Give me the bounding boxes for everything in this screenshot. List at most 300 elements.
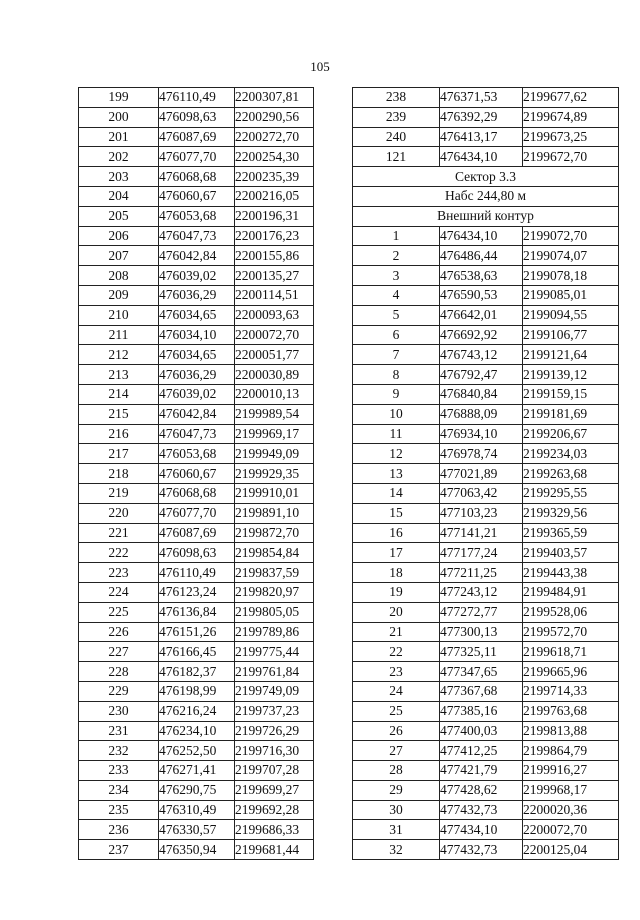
x-coordinate: 476642,01	[440, 305, 523, 325]
point-number: 200	[79, 107, 159, 127]
point-number: 30	[353, 800, 440, 820]
point-number: 8	[353, 365, 440, 385]
x-coordinate: 476110,49	[159, 88, 235, 108]
sector-title: Сектор 3.3	[353, 167, 619, 187]
x-coordinate: 476792,47	[440, 365, 523, 385]
x-coordinate: 476350,94	[159, 840, 235, 860]
x-coordinate: 477412,25	[440, 741, 523, 761]
table-row	[79, 721, 314, 741]
y-coordinate: 2199681,44	[235, 840, 314, 860]
table-row	[79, 464, 314, 484]
point-number: 225	[79, 602, 159, 622]
y-coordinate: 2200072,70	[235, 325, 314, 345]
y-coordinate: 2199295,55	[523, 483, 619, 503]
x-coordinate: 476290,75	[159, 780, 235, 800]
table-row	[79, 365, 314, 385]
point-number: 19	[353, 582, 440, 602]
table-row	[79, 186, 314, 206]
y-coordinate: 2199891,10	[235, 503, 314, 523]
y-coordinate: 2199159,15	[523, 384, 619, 404]
left-table-body	[79, 88, 314, 860]
table-row	[353, 147, 619, 167]
table-row	[353, 761, 619, 781]
table-row	[79, 563, 314, 583]
x-coordinate: 477432,73	[440, 840, 523, 860]
point-number: 239	[353, 107, 440, 127]
table-row	[79, 444, 314, 464]
y-coordinate: 2199365,59	[523, 523, 619, 543]
table-row	[353, 602, 619, 622]
table-row	[353, 701, 619, 721]
x-coordinate: 477063,42	[440, 483, 523, 503]
table-row	[79, 246, 314, 266]
table-row	[79, 384, 314, 404]
x-coordinate: 476888,09	[440, 404, 523, 424]
point-number: 4	[353, 285, 440, 305]
point-number: 236	[79, 820, 159, 840]
point-number: 121	[353, 147, 440, 167]
point-number: 1	[353, 226, 440, 246]
table-row	[79, 820, 314, 840]
point-number: 240	[353, 127, 440, 147]
x-coordinate: 476434,10	[440, 147, 523, 167]
contour-label: Внешний контур	[353, 206, 619, 226]
table-row	[79, 642, 314, 662]
y-coordinate: 2199139,12	[523, 365, 619, 385]
table-row	[353, 642, 619, 662]
table-row	[79, 424, 314, 444]
coordinates-table-left	[78, 87, 314, 860]
table-row	[79, 226, 314, 246]
x-coordinate: 476182,37	[159, 662, 235, 682]
y-coordinate: 2200030,89	[235, 365, 314, 385]
y-coordinate: 2199805,05	[235, 602, 314, 622]
point-number: 231	[79, 721, 159, 741]
point-number: 219	[79, 483, 159, 503]
x-coordinate: 476077,70	[159, 147, 235, 167]
y-coordinate: 2200135,27	[235, 266, 314, 286]
point-number: 7	[353, 345, 440, 365]
table-row	[79, 167, 314, 187]
x-coordinate: 476252,50	[159, 741, 235, 761]
y-coordinate: 2199263,68	[523, 464, 619, 484]
x-coordinate: 476034,65	[159, 305, 235, 325]
table-row	[79, 662, 314, 682]
point-number: 221	[79, 523, 159, 543]
y-coordinate: 2199864,79	[523, 741, 619, 761]
x-coordinate: 476123,24	[159, 582, 235, 602]
y-coordinate: 2199820,97	[235, 582, 314, 602]
point-number: 12	[353, 444, 440, 464]
x-coordinate: 476034,10	[159, 325, 235, 345]
point-number: 209	[79, 285, 159, 305]
table-row	[353, 780, 619, 800]
right-table-body	[353, 88, 619, 860]
y-coordinate: 2199854,84	[235, 543, 314, 563]
x-coordinate: 476110,49	[159, 563, 235, 583]
point-number: 205	[79, 206, 159, 226]
x-coordinate: 476053,68	[159, 206, 235, 226]
y-coordinate: 2200216,05	[235, 186, 314, 206]
point-number: 224	[79, 582, 159, 602]
x-coordinate: 476047,73	[159, 226, 235, 246]
table-row	[79, 701, 314, 721]
point-number: 211	[79, 325, 159, 345]
table-row	[79, 780, 314, 800]
point-number: 223	[79, 563, 159, 583]
table-row	[79, 582, 314, 602]
x-coordinate: 477177,24	[440, 543, 523, 563]
point-number: 215	[79, 404, 159, 424]
point-number: 214	[79, 384, 159, 404]
table-row	[79, 761, 314, 781]
table-row	[353, 563, 619, 583]
x-coordinate: 477021,89	[440, 464, 523, 484]
x-coordinate: 476330,57	[159, 820, 235, 840]
table-row	[353, 523, 619, 543]
x-coordinate: 476039,02	[159, 384, 235, 404]
abs-height: Набс 244,80 м	[353, 186, 619, 206]
y-coordinate: 2199737,23	[235, 701, 314, 721]
x-coordinate: 476087,69	[159, 523, 235, 543]
y-coordinate: 2199618,71	[523, 642, 619, 662]
point-number: 222	[79, 543, 159, 563]
page-number: 105	[310, 59, 330, 74]
x-coordinate: 476151,26	[159, 622, 235, 642]
table-row	[353, 365, 619, 385]
table-row	[79, 543, 314, 563]
y-coordinate: 2199665,96	[523, 662, 619, 682]
table-row	[353, 325, 619, 345]
x-coordinate: 476036,29	[159, 285, 235, 305]
y-coordinate: 2199969,17	[235, 424, 314, 444]
point-number: 27	[353, 741, 440, 761]
table-row	[353, 464, 619, 484]
x-coordinate: 476590,53	[440, 285, 523, 305]
point-number: 210	[79, 305, 159, 325]
y-coordinate: 2200010,13	[235, 384, 314, 404]
table-row	[79, 107, 314, 127]
y-coordinate: 2199910,01	[235, 483, 314, 503]
x-coordinate: 477347,65	[440, 662, 523, 682]
point-number: 2	[353, 246, 440, 266]
y-coordinate: 2199528,06	[523, 602, 619, 622]
x-coordinate: 477103,23	[440, 503, 523, 523]
x-coordinate: 476042,84	[159, 246, 235, 266]
table-row	[353, 305, 619, 325]
table-row	[353, 285, 619, 305]
table-row	[353, 444, 619, 464]
x-coordinate: 476068,68	[159, 483, 235, 503]
table-row	[79, 325, 314, 345]
point-number: 206	[79, 226, 159, 246]
x-coordinate: 476371,53	[440, 88, 523, 108]
y-coordinate: 2200307,81	[235, 88, 314, 108]
table-row	[79, 503, 314, 523]
x-coordinate: 477367,68	[440, 681, 523, 701]
table-row	[79, 404, 314, 424]
y-coordinate: 2199672,70	[523, 147, 619, 167]
y-coordinate: 2199106,77	[523, 325, 619, 345]
x-coordinate: 477432,73	[440, 800, 523, 820]
table-row	[353, 840, 619, 860]
x-coordinate: 476743,12	[440, 345, 523, 365]
point-number: 15	[353, 503, 440, 523]
table-row	[79, 345, 314, 365]
y-coordinate: 2199714,33	[523, 681, 619, 701]
y-coordinate: 2199572,70	[523, 622, 619, 642]
point-number: 17	[353, 543, 440, 563]
x-coordinate: 477141,21	[440, 523, 523, 543]
point-number: 18	[353, 563, 440, 583]
x-coordinate: 476060,67	[159, 186, 235, 206]
point-number: 217	[79, 444, 159, 464]
table-row	[353, 820, 619, 840]
y-coordinate: 2199726,29	[235, 721, 314, 741]
table-row	[353, 384, 619, 404]
y-coordinate: 2200176,23	[235, 226, 314, 246]
point-number: 230	[79, 701, 159, 721]
x-coordinate: 477243,12	[440, 582, 523, 602]
table-row	[353, 582, 619, 602]
y-coordinate: 2199329,56	[523, 503, 619, 523]
table-row	[79, 622, 314, 642]
point-number: 208	[79, 266, 159, 286]
table-row	[79, 305, 314, 325]
table-row	[79, 602, 314, 622]
point-number: 220	[79, 503, 159, 523]
table-row	[79, 681, 314, 701]
point-number: 9	[353, 384, 440, 404]
table-row	[353, 404, 619, 424]
table-row	[353, 681, 619, 701]
table-row	[79, 483, 314, 503]
x-coordinate: 476034,65	[159, 345, 235, 365]
table-row	[353, 127, 619, 147]
point-number: 226	[79, 622, 159, 642]
x-coordinate: 476039,02	[159, 266, 235, 286]
x-coordinate: 476413,17	[440, 127, 523, 147]
x-coordinate: 476077,70	[159, 503, 235, 523]
point-number: 199	[79, 88, 159, 108]
x-coordinate: 476216,24	[159, 701, 235, 721]
x-coordinate: 477400,03	[440, 721, 523, 741]
y-coordinate: 2200093,63	[235, 305, 314, 325]
y-coordinate: 2199234,03	[523, 444, 619, 464]
x-coordinate: 477385,16	[440, 701, 523, 721]
x-coordinate: 476068,68	[159, 167, 235, 187]
y-coordinate: 2200072,70	[523, 820, 619, 840]
point-number: 24	[353, 681, 440, 701]
point-number: 26	[353, 721, 440, 741]
point-number: 16	[353, 523, 440, 543]
y-coordinate: 2200125,04	[523, 840, 619, 860]
y-coordinate: 2199206,67	[523, 424, 619, 444]
y-coordinate: 2200114,51	[235, 285, 314, 305]
y-coordinate: 2199085,01	[523, 285, 619, 305]
table-row	[79, 840, 314, 860]
point-number: 238	[353, 88, 440, 108]
x-coordinate: 476392,29	[440, 107, 523, 127]
y-coordinate: 2200051,77	[235, 345, 314, 365]
y-coordinate: 2199692,28	[235, 800, 314, 820]
point-number: 216	[79, 424, 159, 444]
point-number: 28	[353, 761, 440, 781]
point-number: 32	[353, 840, 440, 860]
point-number: 237	[79, 840, 159, 860]
point-number: 229	[79, 681, 159, 701]
y-coordinate: 2199094,55	[523, 305, 619, 325]
x-coordinate: 476087,69	[159, 127, 235, 147]
x-coordinate: 476434,10	[440, 226, 523, 246]
table-row	[353, 503, 619, 523]
point-number: 31	[353, 820, 440, 840]
x-coordinate: 476978,74	[440, 444, 523, 464]
point-number: 213	[79, 365, 159, 385]
point-number: 227	[79, 642, 159, 662]
point-number: 6	[353, 325, 440, 345]
x-coordinate: 476036,29	[159, 365, 235, 385]
table-row	[79, 741, 314, 761]
table-row	[353, 226, 619, 246]
y-coordinate: 2200290,56	[235, 107, 314, 127]
y-coordinate: 2199074,07	[523, 246, 619, 266]
x-coordinate: 476198,99	[159, 681, 235, 701]
x-coordinate: 476692,92	[440, 325, 523, 345]
point-number: 21	[353, 622, 440, 642]
y-coordinate: 2199181,69	[523, 404, 619, 424]
abs-height-row	[353, 186, 619, 206]
x-coordinate: 476538,63	[440, 266, 523, 286]
x-coordinate: 476934,10	[440, 424, 523, 444]
coordinates-table-right	[352, 87, 619, 860]
x-coordinate: 477300,13	[440, 622, 523, 642]
y-coordinate: 2199078,18	[523, 266, 619, 286]
point-number: 11	[353, 424, 440, 444]
table-row	[353, 741, 619, 761]
y-coordinate: 2199789,86	[235, 622, 314, 642]
table-row	[353, 483, 619, 503]
x-coordinate: 477272,77	[440, 602, 523, 622]
y-coordinate: 2200196,31	[235, 206, 314, 226]
x-coordinate: 477325,11	[440, 642, 523, 662]
y-coordinate: 2199484,91	[523, 582, 619, 602]
y-coordinate: 2200020,36	[523, 800, 619, 820]
y-coordinate: 2199872,70	[235, 523, 314, 543]
table-row	[79, 206, 314, 226]
y-coordinate: 2199775,44	[235, 642, 314, 662]
x-coordinate: 477434,10	[440, 820, 523, 840]
table-row	[353, 266, 619, 286]
y-coordinate: 2199699,27	[235, 780, 314, 800]
point-number: 14	[353, 483, 440, 503]
table-row	[79, 523, 314, 543]
table-row	[353, 345, 619, 365]
y-coordinate: 2199072,70	[523, 226, 619, 246]
table-row	[353, 424, 619, 444]
point-number: 10	[353, 404, 440, 424]
point-number: 201	[79, 127, 159, 147]
y-coordinate: 2199761,84	[235, 662, 314, 682]
y-coordinate: 2199968,17	[523, 780, 619, 800]
point-number: 203	[79, 167, 159, 187]
y-coordinate: 2199716,30	[235, 741, 314, 761]
point-number: 5	[353, 305, 440, 325]
x-coordinate: 476136,84	[159, 602, 235, 622]
point-number: 25	[353, 701, 440, 721]
point-number: 218	[79, 464, 159, 484]
table-row	[353, 721, 619, 741]
y-coordinate: 2199916,27	[523, 761, 619, 781]
point-number: 235	[79, 800, 159, 820]
table-row	[353, 246, 619, 266]
x-coordinate: 476310,49	[159, 800, 235, 820]
x-coordinate: 477421,79	[440, 761, 523, 781]
y-coordinate: 2199443,38	[523, 563, 619, 583]
y-coordinate: 2199763,68	[523, 701, 619, 721]
y-coordinate: 2200254,30	[235, 147, 314, 167]
table-row	[353, 800, 619, 820]
y-coordinate: 2199949,09	[235, 444, 314, 464]
y-coordinate: 2199121,64	[523, 345, 619, 365]
x-coordinate: 476271,41	[159, 761, 235, 781]
point-number: 202	[79, 147, 159, 167]
table-row	[353, 662, 619, 682]
x-coordinate: 476098,63	[159, 543, 235, 563]
x-coordinate: 476053,68	[159, 444, 235, 464]
point-number: 233	[79, 761, 159, 781]
table-row	[353, 622, 619, 642]
x-coordinate: 477428,62	[440, 780, 523, 800]
point-number: 29	[353, 780, 440, 800]
sector-title-row	[353, 167, 619, 187]
table-row	[353, 88, 619, 108]
table-row	[79, 800, 314, 820]
x-coordinate: 476060,67	[159, 464, 235, 484]
y-coordinate: 2199673,25	[523, 127, 619, 147]
y-coordinate: 2199686,33	[235, 820, 314, 840]
x-coordinate: 476098,63	[159, 107, 235, 127]
point-number: 3	[353, 266, 440, 286]
y-coordinate: 2199929,35	[235, 464, 314, 484]
x-coordinate: 476042,84	[159, 404, 235, 424]
point-number: 204	[79, 186, 159, 206]
point-number: 13	[353, 464, 440, 484]
contour-label-row	[353, 206, 619, 226]
point-number: 207	[79, 246, 159, 266]
x-coordinate: 476486,44	[440, 246, 523, 266]
x-coordinate: 476166,45	[159, 642, 235, 662]
y-coordinate: 2200155,86	[235, 246, 314, 266]
y-coordinate: 2199403,57	[523, 543, 619, 563]
x-coordinate: 476234,10	[159, 721, 235, 741]
point-number: 212	[79, 345, 159, 365]
y-coordinate: 2200272,70	[235, 127, 314, 147]
table-row	[79, 285, 314, 305]
y-coordinate: 2199813,88	[523, 721, 619, 741]
x-coordinate: 476840,84	[440, 384, 523, 404]
y-coordinate: 2199674,89	[523, 107, 619, 127]
point-number: 228	[79, 662, 159, 682]
table-row	[353, 543, 619, 563]
x-coordinate: 476047,73	[159, 424, 235, 444]
y-coordinate: 2199989,54	[235, 404, 314, 424]
table-row	[353, 107, 619, 127]
y-coordinate: 2200235,39	[235, 167, 314, 187]
table-row	[79, 147, 314, 167]
table-row	[79, 127, 314, 147]
point-number: 234	[79, 780, 159, 800]
